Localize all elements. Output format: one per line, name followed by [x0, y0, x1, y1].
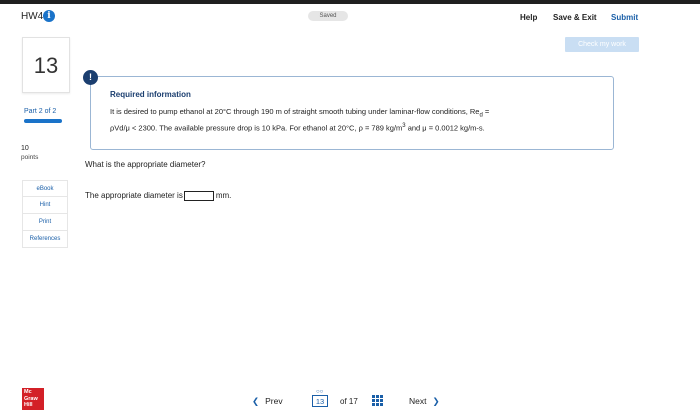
- resources-list: [22, 180, 68, 248]
- grid-icon[interactable]: [372, 395, 383, 406]
- glasses-icon: ○○: [316, 389, 324, 395]
- part-progress-fill: [24, 119, 62, 123]
- superscript: 3: [402, 123, 406, 129]
- help-link[interactable]: Help: [520, 13, 538, 22]
- save-exit-button[interactable]: Save & Exit: [553, 13, 597, 22]
- prev-button[interactable]: [252, 396, 283, 407]
- problem-statement-line-1: [110, 107, 489, 119]
- chevron-right-icon: ❯: [432, 396, 440, 406]
- answer-prefix: The appropriate diameter is: [85, 191, 183, 201]
- current-page-box[interactable]: 13: [312, 395, 328, 407]
- points-value: 10: [21, 145, 29, 152]
- logo-text: Mc: [24, 389, 32, 395]
- submit-button[interactable]: Submit: [611, 13, 639, 22]
- part-progress-bar: [24, 119, 62, 123]
- answer-unit: mm.: [215, 191, 232, 201]
- chevron-left-icon: ❮: [252, 396, 260, 406]
- required-info-title: Required information: [110, 90, 191, 99]
- question-number: 13: [22, 37, 70, 93]
- assignment-title: HW4: [21, 11, 44, 22]
- ebook-link[interactable]: eBook: [22, 180, 68, 197]
- mcgraw-hill-logo: [22, 388, 44, 410]
- prev-label: Prev: [265, 396, 283, 406]
- check-my-work-button[interactable]: Check my work: [565, 37, 639, 52]
- top-header: [0, 4, 700, 30]
- saved-status-badge: Saved: [308, 11, 348, 21]
- problem-text: ρVd/μ < 2300. The available pressure drop is 10 kPa. For ethanol at 20°C, ρ = 789 kg/m: [110, 123, 403, 133]
- hint-link[interactable]: Hint: [22, 197, 68, 214]
- problem-text: and μ = 0.0012 kg/m-s.: [405, 123, 485, 133]
- next-button[interactable]: [409, 396, 440, 407]
- diameter-answer-input[interactable]: [184, 191, 214, 201]
- problem-text: =: [482, 107, 490, 116]
- points-label: points: [21, 154, 39, 161]
- next-label: Next: [409, 396, 427, 406]
- part-indicator[interactable]: Part 2 of 2: [24, 108, 57, 115]
- references-link[interactable]: References: [22, 231, 68, 248]
- subscript: d: [479, 112, 483, 119]
- question-text: What is the appropriate diameter?: [85, 160, 206, 169]
- page-total: of 17: [340, 397, 358, 406]
- answer-row: [85, 191, 231, 201]
- problem-text: It is desired to pump ethanol at 20°C through 190 m of straight smooth tubing under laminar-flow conditions, Re: [110, 107, 480, 116]
- info-icon[interactable]: i: [43, 10, 55, 22]
- logo-text: Graw: [24, 395, 38, 402]
- problem-statement-line-2: [110, 123, 485, 133]
- print-link[interactable]: Print: [22, 214, 68, 231]
- logo-text: Hill: [24, 402, 33, 408]
- alert-icon: !: [83, 70, 98, 85]
